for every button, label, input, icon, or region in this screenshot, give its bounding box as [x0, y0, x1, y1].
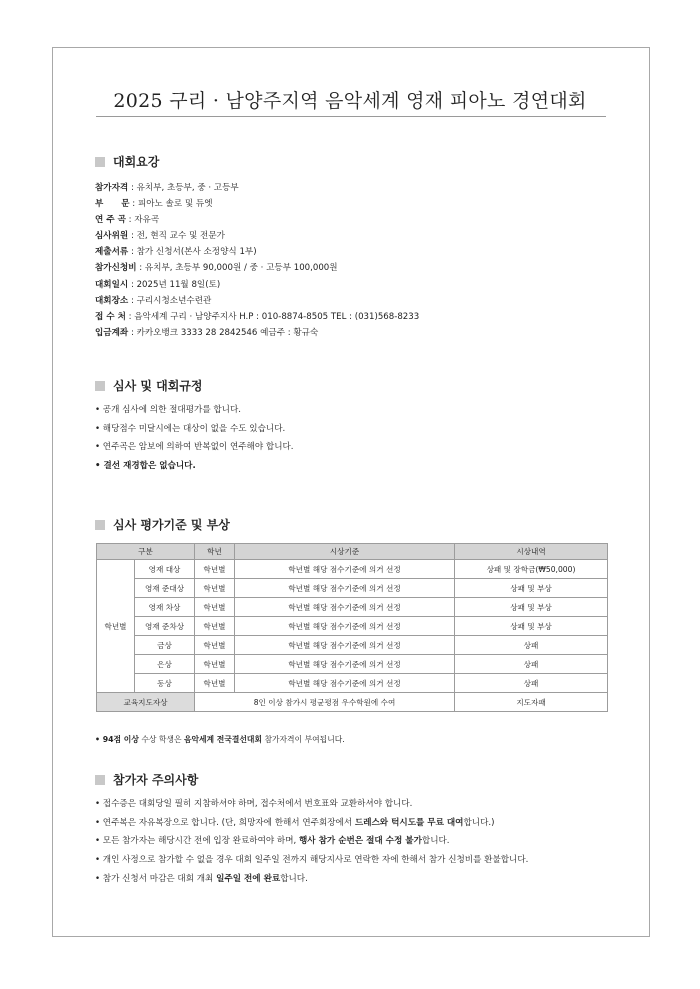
list-item-text: • 모든 참가자는 해당시간 전에 입장 완료하여야 하며,: [95, 836, 299, 847]
award-cell: 동상: [135, 674, 195, 693]
info-label: 대회장소: [95, 295, 129, 306]
section-heading-text: 대회요강: [113, 155, 160, 169]
info-value: : 피아노 솔로 및 듀엣: [129, 199, 213, 210]
section-heading-notices: [95, 771, 198, 788]
award-cell: 영재 대상: [135, 560, 195, 579]
grade-cell: 학년별: [195, 617, 235, 636]
criteria-cell: 학년별 해당 점수기준에 의거 선정: [235, 598, 455, 617]
list-item-text: 합니다.): [463, 817, 495, 828]
header-grade: 학년: [195, 544, 235, 560]
info-label: 접 수 처: [95, 311, 126, 322]
table-header-row: [97, 544, 608, 560]
list-item-strong: 일주일 전에 완료: [216, 873, 281, 884]
list-item-text: 합니다.: [280, 873, 308, 884]
info-row: [95, 196, 419, 212]
page-title: 2025 구리 · 남양주지역 음악세계 영재 피아노 경연대회: [113, 90, 587, 112]
info-row: [95, 260, 419, 276]
info-value: : 구리시청소년수련관: [128, 295, 212, 306]
info-value: : 자유곡: [125, 215, 160, 226]
award-cell: 금상: [135, 636, 195, 655]
criteria-cell: 학년별 해당 점수기준에 의거 선정: [235, 674, 455, 693]
list-item: • 개인 사정으로 참가할 수 없을 경우 대회 일주일 전까지 해당지사로 연락한 자에 한해서 참가 신청비를 환불합니다.: [95, 855, 529, 866]
prize-cell: 상패: [455, 674, 608, 693]
list-item-text: 합니다.: [421, 836, 450, 847]
note-strong: 음악세계 전국결선대회: [183, 735, 262, 744]
list-item: • 연주곡은 암보에 의하여 반복없이 연주해야 합니다.: [95, 442, 294, 453]
list-item: • 해당점수 미달시에는 대상이 없을 수도 있습니다.: [95, 423, 286, 434]
square-bullet-icon: [95, 157, 105, 167]
prize-cell: 상패 및 부상: [455, 617, 608, 636]
table-row: [97, 579, 608, 598]
criteria-cell: 학년별 해당 점수기준에 의거 선정: [235, 636, 455, 655]
prize-cell: 상패: [455, 655, 608, 674]
section-heading-text: 심사 및 대회규정: [113, 379, 203, 393]
list-item: • 접수증은 대회당일 필히 지참하셔야 하며, 접수처에서 번호표와 교환하셔야 합니다.: [95, 799, 413, 809]
info-value: : 카카오뱅크 3333 28 2842546 예금주 : 황규숙: [128, 327, 319, 338]
table-row: [97, 598, 608, 617]
info-value: : 참가 신청서(본사 소정양식 1부): [128, 247, 257, 258]
list-item-text: • 연주복은 자유복장으로 합니다. (단, 희망자에 한해서 연주회장에서: [95, 817, 355, 828]
group-label-cell: 학년별: [97, 560, 135, 693]
section-heading-evaluation: [95, 516, 230, 533]
table-row: [97, 655, 608, 674]
square-bullet-icon: [95, 381, 105, 391]
title-divider: [96, 116, 606, 117]
grade-cell: 학년별: [195, 674, 235, 693]
list-item: [95, 832, 528, 851]
list-item-strong: 행사 참가 순번은 절대 수정 불가: [299, 836, 422, 847]
header-category: 구분: [97, 544, 195, 560]
criteria-cell: 학년별 해당 점수기준에 의거 선정: [235, 617, 455, 636]
award-cell: 영재 준대상: [135, 579, 195, 598]
header-prize: 시상내역: [455, 544, 608, 560]
table-row: [97, 636, 608, 655]
info-value: : 유치부, 초등부, 중 · 고등부: [128, 183, 239, 193]
list-item-strong: 드레스와 턱시도를 무료 대여: [354, 817, 464, 828]
section-heading-text: 심사 평가기준 및 부상: [113, 518, 230, 532]
list-item: [95, 870, 528, 889]
criteria-cell: 학년별 해당 점수기준에 의거 선정: [235, 579, 455, 598]
header-criteria: 시상기준: [235, 544, 455, 560]
info-value: : 음악세계 구리 · 남양주지사 H.P : 010-8874-8505 TEL : (031)568-8233: [125, 311, 420, 322]
prize-cell: 상패 및 부상: [455, 579, 608, 598]
info-label: 연 주 곡: [95, 215, 126, 226]
grade-cell: 학년별: [195, 598, 235, 617]
award-cell: 영재 차상: [135, 598, 195, 617]
teacher-award-cell: 교육지도자상: [97, 693, 195, 712]
criteria-cell: 학년별 해당 점수기준에 의거 선정: [235, 655, 455, 674]
info-label: 참가신청비: [95, 263, 137, 274]
info-value: : 유치부, 초등부 90,000원 / 중 · 고등부 100,000원: [136, 263, 338, 274]
info-row: [95, 180, 419, 196]
note-text: 참가자격이 부여됩니다.: [261, 735, 345, 744]
criteria-cell: 학년별 해당 점수기준에 의거 선정: [235, 560, 455, 579]
note-strong: • 94점 이상: [95, 735, 139, 744]
grade-cell: 학년별: [195, 579, 235, 598]
evaluation-note: [95, 734, 345, 745]
teacher-prize-cell: 지도자패: [455, 693, 608, 712]
table-row: [97, 560, 608, 579]
award-cell: 은상: [135, 655, 195, 674]
info-row: [95, 325, 419, 341]
grade-cell: 학년별: [195, 655, 235, 674]
square-bullet-icon: [95, 775, 105, 785]
award-cell: 영재 준차상: [135, 617, 195, 636]
section-heading-overview: [95, 153, 159, 170]
prize-cell: 상패: [455, 636, 608, 655]
info-value: : 전, 현직 교수 및 전문가: [128, 231, 225, 242]
list-item: [95, 814, 528, 833]
list-item: • 결선 재경합은 없습니다.: [95, 461, 196, 472]
table-row: [97, 674, 608, 693]
list-item: • 공개 심사에 의한 절대평가를 합니다.: [95, 405, 241, 415]
teacher-criteria-cell: 8인 이상 참가시 평균평점 우수학원에 수여: [195, 693, 455, 712]
info-label: 부 문: [95, 199, 130, 210]
info-label: 입금계좌: [95, 327, 129, 338]
info-label: 참가자격: [95, 183, 129, 193]
info-row: [95, 212, 419, 228]
note-text: 수상 학생은: [138, 735, 184, 744]
evaluation-table: [96, 543, 608, 712]
rules-list: [95, 401, 294, 476]
notices-list: [95, 795, 528, 889]
overview-info-list: [95, 180, 419, 341]
info-label: 대회일시: [95, 279, 129, 290]
section-heading-rules: [95, 377, 203, 394]
table-row-teacher: [97, 693, 608, 712]
table-row: [97, 617, 608, 636]
grade-cell: 학년별: [195, 636, 235, 655]
info-row: [95, 309, 419, 325]
info-value: : 2025년 11월 8일(토): [128, 279, 221, 290]
info-row: [95, 293, 419, 309]
prize-cell: 상패 및 장학금(₩50,000): [455, 560, 608, 579]
list-item-text: • 참가 신청서 마감은 대회 개최: [95, 873, 217, 884]
section-heading-text: 참가자 주의사항: [113, 773, 199, 787]
info-row: [95, 277, 419, 293]
info-label: 심사위원: [95, 231, 129, 242]
info-row: [95, 244, 419, 260]
square-bullet-icon: [95, 520, 105, 530]
info-row: [95, 228, 419, 244]
prize-cell: 상패 및 부상: [455, 598, 608, 617]
grade-cell: 학년별: [195, 560, 235, 579]
info-label: 제출서류: [95, 247, 129, 258]
